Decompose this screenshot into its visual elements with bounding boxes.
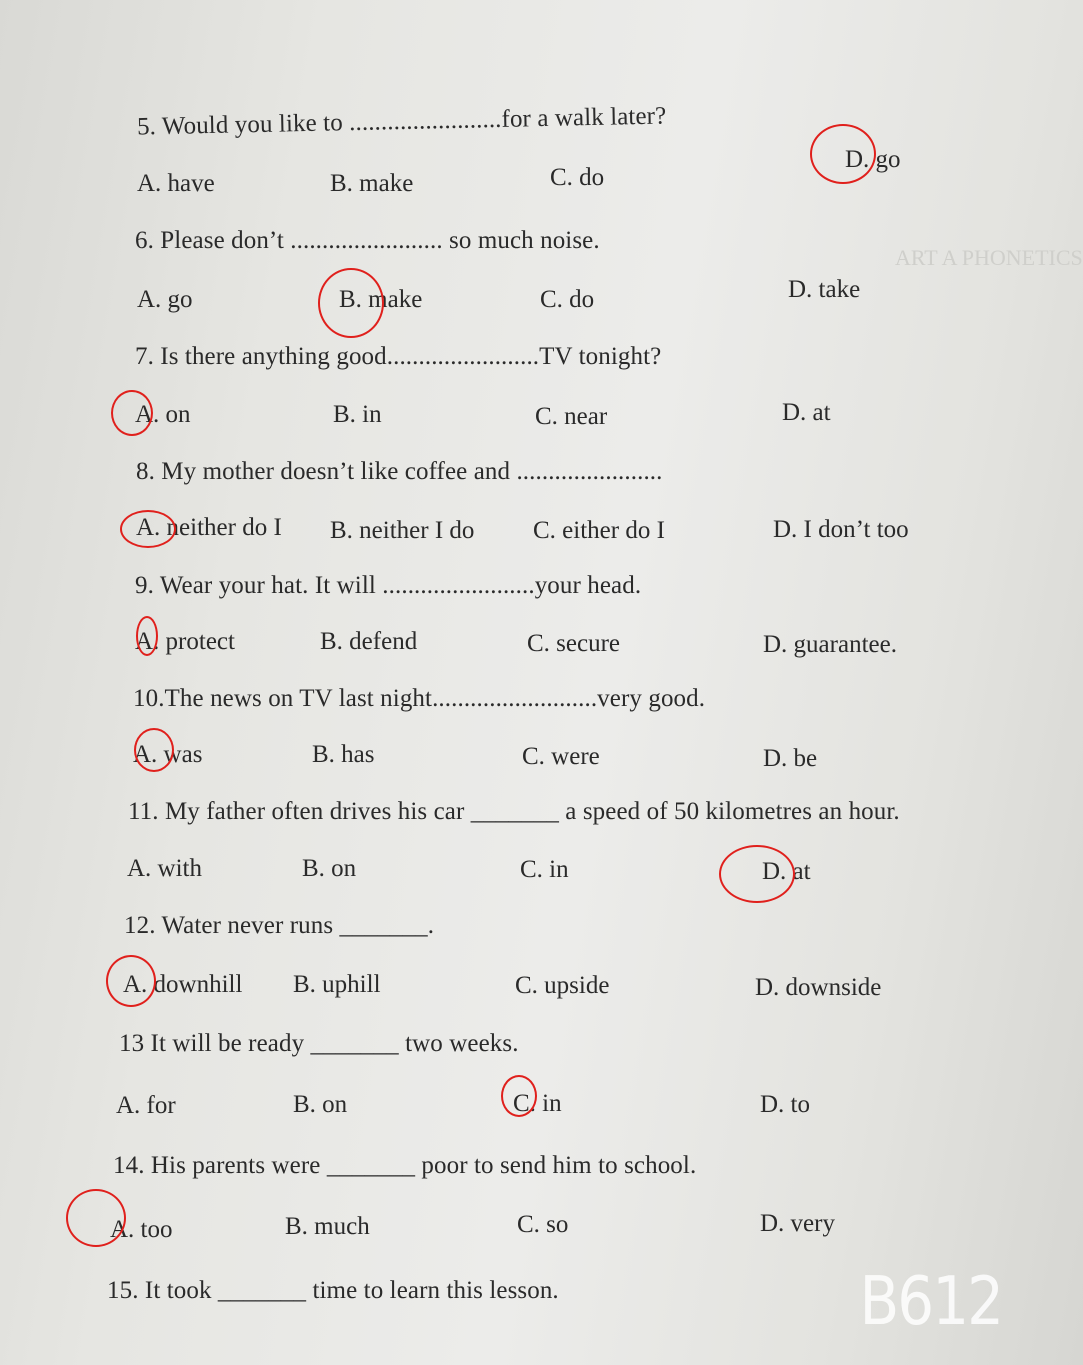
q13-option-d[interactable]: D. to <box>760 1091 810 1118</box>
answer-circle-mark <box>719 845 795 903</box>
q14-option-c[interactable]: C. so <box>517 1211 569 1238</box>
q7-option-d[interactable]: D. at <box>782 399 831 426</box>
question-15: 15. It took _______ time to learn this lesson. <box>107 1277 559 1304</box>
q10-option-a[interactable]: A. was <box>133 741 203 768</box>
answer-circle-mark <box>134 728 174 772</box>
q8-option-d[interactable]: D. I don’t too <box>773 516 909 543</box>
q5-option-d[interactable]: D. go <box>845 146 901 173</box>
question-13: 13 It will be ready _______ two weeks. <box>119 1030 519 1057</box>
question-6: 6. Please don’t ........................ so much noise. <box>135 227 600 254</box>
question-12: 12. Water never runs _______. <box>124 912 435 939</box>
q12-option-c[interactable]: C. upside <box>515 972 610 999</box>
q9-option-a[interactable]: A. protect <box>135 628 235 655</box>
answer-circle-mark <box>111 390 153 436</box>
q12-option-d[interactable]: D. downside <box>755 974 882 1001</box>
q8-option-a[interactable]: A. neither do I <box>136 514 282 541</box>
q14-option-d[interactable]: D. very <box>760 1210 835 1237</box>
q10-option-b[interactable]: B. has <box>312 741 375 768</box>
question-5: 5. Would you like to ........................for a walk later? <box>136 102 667 141</box>
q10-option-d[interactable]: D. be <box>763 745 818 772</box>
q6-option-d[interactable]: D. take <box>788 276 861 303</box>
q14-option-b[interactable]: B. much <box>285 1213 370 1240</box>
q13-option-b[interactable]: B. on <box>293 1091 348 1118</box>
q7-option-a[interactable]: A. on <box>135 401 191 428</box>
camera-watermark: B612 <box>859 1261 1002 1341</box>
q13-option-c[interactable]: C. in <box>513 1090 562 1117</box>
q9-option-d[interactable]: D. guarantee. <box>763 631 897 658</box>
q8-option-c[interactable]: C. either do I <box>533 517 665 544</box>
q5-option-b[interactable]: B. make <box>330 170 414 197</box>
answer-circle-mark <box>318 268 384 338</box>
question-14: 14. His parents were _______ poor to send him to school. <box>113 1152 697 1179</box>
q5-option-c[interactable]: C. do <box>550 164 605 191</box>
answer-circle-mark <box>810 124 876 184</box>
q6-option-c[interactable]: C. do <box>540 286 595 313</box>
q11-option-a[interactable]: A. with <box>127 855 202 882</box>
answer-circle-mark <box>501 1075 537 1117</box>
answer-circle-mark <box>120 510 176 548</box>
question-8: 8. My mother doesn’t like coffee and ....................... <box>136 458 663 485</box>
question-7: 7. Is there anything good........................TV tonight? <box>135 343 662 370</box>
q9-option-b[interactable]: B. defend <box>320 628 418 655</box>
q8-option-b[interactable]: B. neither I do <box>330 517 475 544</box>
q12-option-a[interactable]: A. downhill <box>123 971 243 998</box>
q9-option-c[interactable]: C. secure <box>527 630 621 657</box>
q10-option-c[interactable]: C. were <box>522 743 600 770</box>
q13-option-a[interactable]: A. for <box>116 1092 176 1119</box>
question-11: 11. My father often drives his car _______ a speed of 50 kilometres an hour. <box>128 798 900 825</box>
q7-option-b[interactable]: B. in <box>333 401 382 428</box>
answer-circle-mark <box>66 1189 126 1247</box>
question-10: 10.The news on TV last night..........................very good. <box>133 685 706 712</box>
q11-option-d[interactable]: D. at <box>762 858 811 885</box>
q12-option-b[interactable]: B. uphill <box>293 971 381 998</box>
answer-circle-mark <box>136 616 158 656</box>
question-9: 9. Wear your hat. It will ........................your head. <box>135 572 642 599</box>
q6-option-b[interactable]: B. make <box>339 286 423 313</box>
q11-option-c[interactable]: C. in <box>520 856 569 883</box>
q6-option-a[interactable]: A. go <box>137 286 193 313</box>
q7-option-c[interactable]: C. near <box>535 403 608 430</box>
q5-option-a[interactable]: A. have <box>137 170 215 197</box>
q11-option-b[interactable]: B. on <box>302 855 357 882</box>
answer-circle-mark <box>106 955 156 1007</box>
bleed-through-text: ART A PHONETICS <box>895 245 1083 270</box>
q14-option-a[interactable]: A. too <box>110 1216 173 1243</box>
